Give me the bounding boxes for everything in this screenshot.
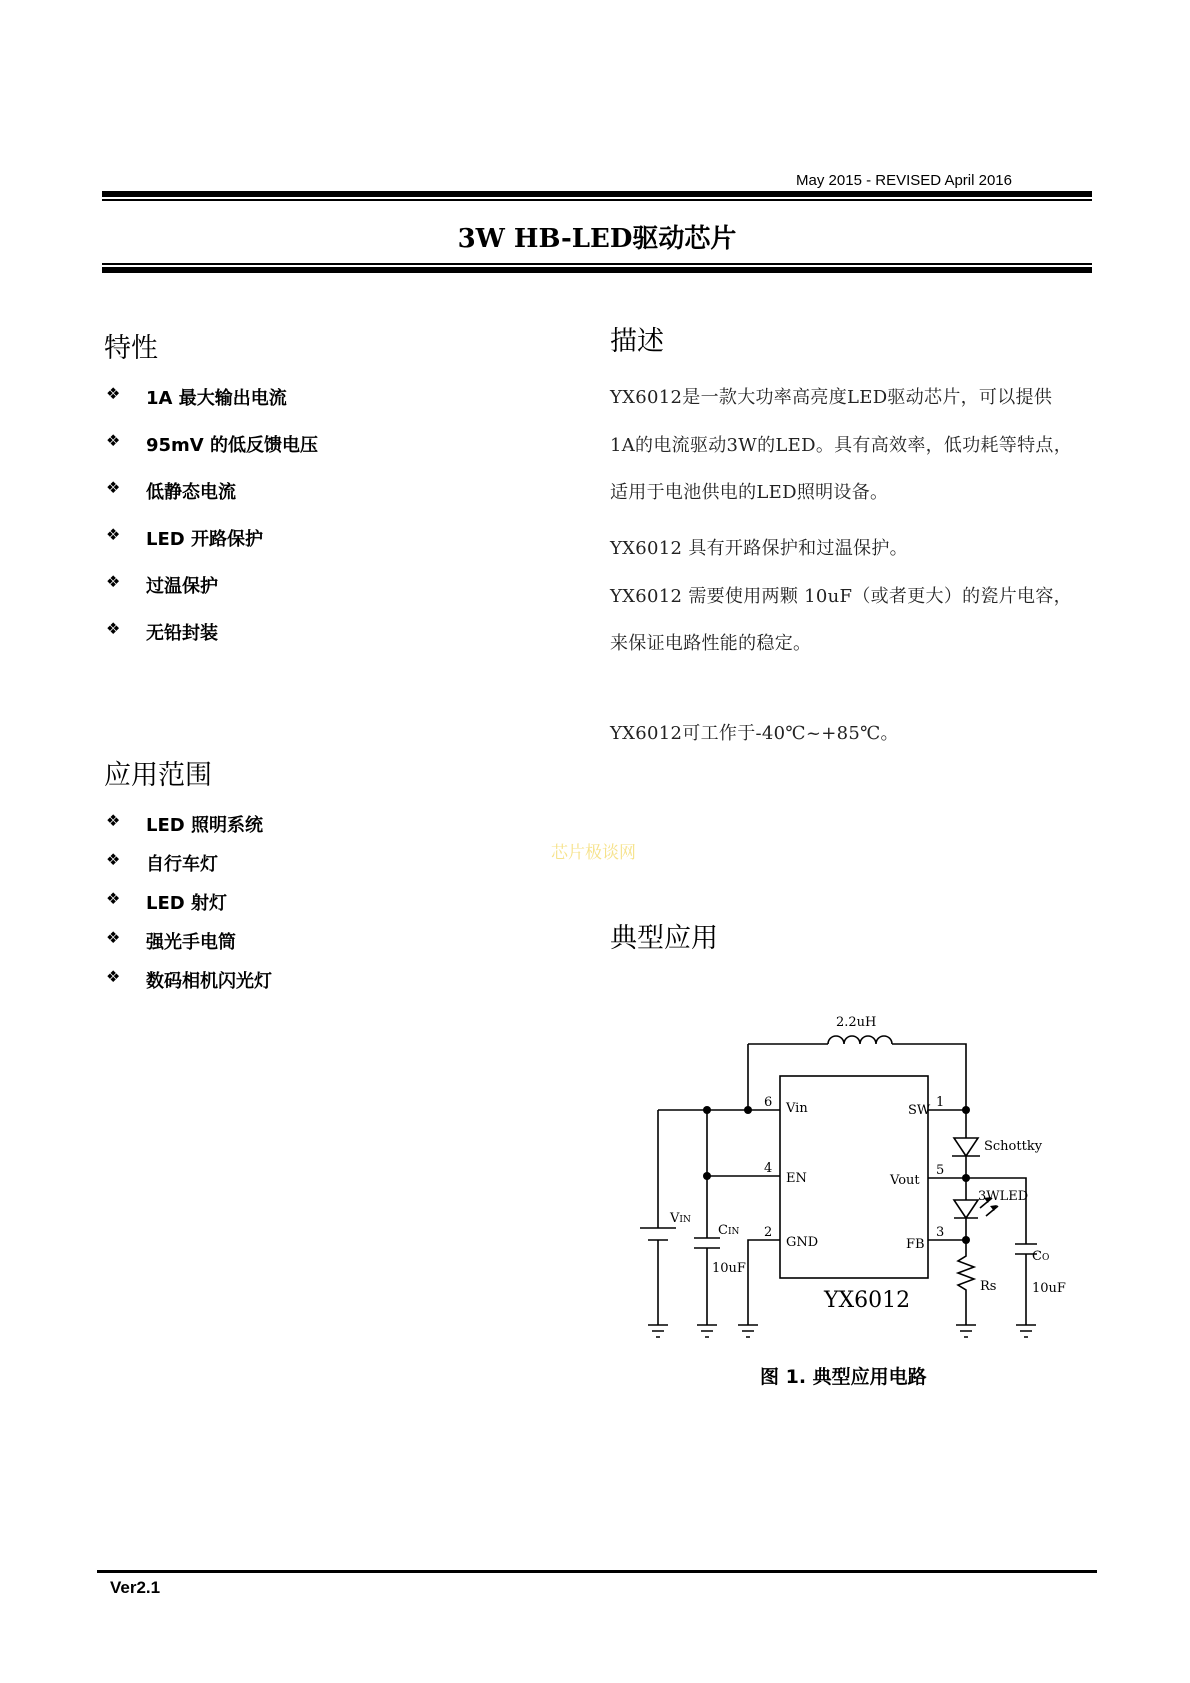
- pin-number: 2: [764, 1225, 773, 1240]
- document-title: 3W HB-LED驱动芯片: [457, 224, 737, 254]
- led-label: 3WLED: [978, 1189, 1029, 1204]
- cin-label: CIN: [718, 1223, 740, 1238]
- list-item: ❖ 过温保护: [106, 572, 218, 597]
- version-label: Ver2.1: [110, 1578, 161, 1597]
- chip-name: YX6012: [824, 1288, 911, 1313]
- pin-label: SW: [908, 1103, 931, 1118]
- diamond-bullet-icon: ❖: [106, 431, 121, 450]
- cin-value: 10uF: [712, 1261, 746, 1276]
- pin-number: 1: [936, 1095, 945, 1110]
- footer-rule: [97, 1570, 1097, 1573]
- ground-chip: [738, 1325, 758, 1337]
- led-symbol: [954, 1200, 978, 1218]
- diamond-bullet-icon: ❖: [106, 572, 121, 591]
- header-rule-bottom: [102, 267, 1092, 273]
- inductor-label: 2.2uH: [836, 1015, 877, 1030]
- pin-label: Vout: [890, 1173, 920, 1188]
- list-item: ❖ 数码相机闪光灯: [106, 967, 272, 992]
- schottky-diode: [952, 1138, 980, 1156]
- diamond-bullet-icon: ❖: [106, 811, 121, 830]
- header-rule-bottom-thin: [102, 263, 1092, 265]
- wire-inductor-right: [892, 1044, 966, 1110]
- applications-list: [104, 811, 554, 1006]
- list-item: ❖ LED 照明系统: [106, 811, 263, 836]
- inductor-coil: [828, 1036, 892, 1044]
- list-item: ❖ 强光手电筒: [106, 928, 236, 953]
- pin-number: 5: [936, 1163, 945, 1178]
- rs-label: Rs: [980, 1279, 997, 1294]
- wire-fb: [928, 1218, 966, 1240]
- header-rule-top: [102, 191, 1092, 197]
- header-rule-top-thin: [102, 199, 1092, 201]
- description-line: YX6012 需要使用两颗 10uF（或者更大）的瓷片电容，: [610, 586, 1072, 607]
- description-line: 适用于电池供电的LED照明设备。: [610, 482, 889, 503]
- description-line: 来保证电路性能的稳定。: [610, 633, 812, 654]
- ground-co: [1016, 1325, 1036, 1337]
- junction-dots: [703, 1106, 970, 1244]
- ground-cin: [697, 1325, 717, 1337]
- list-item: ❖ LED 射灯: [106, 889, 227, 914]
- diamond-bullet-icon: ❖: [106, 889, 121, 908]
- list-item: ❖ 无铅封装: [106, 619, 218, 644]
- typical-application-circuit: [600, 1000, 1080, 1355]
- list-item: ❖ 低静态电流: [106, 478, 236, 503]
- list-item: ❖ 1A 最大输出电流: [106, 384, 287, 409]
- diamond-bullet-icon: ❖: [106, 525, 121, 544]
- wire-gnd: [748, 1240, 780, 1325]
- list-item: ❖ 自行车灯: [106, 850, 218, 875]
- pin-label: EN: [786, 1171, 807, 1186]
- description-line: YX6012可工作于-40℃~+85℃。: [610, 723, 899, 744]
- cin-plates: [694, 1238, 720, 1248]
- co-value: 10uF: [1032, 1281, 1066, 1296]
- watermark: 芯片极谈网: [551, 843, 636, 863]
- description-heading: 描述: [610, 326, 664, 357]
- ground-rs: [956, 1325, 976, 1337]
- pin-label: Vin: [786, 1101, 808, 1116]
- applications-heading: 应用范围: [104, 760, 212, 791]
- pin-label: FB: [906, 1237, 925, 1252]
- pin-number: 4: [764, 1161, 773, 1176]
- typical-app-heading: 典型应用: [610, 923, 718, 954]
- diamond-bullet-icon: ❖: [106, 478, 121, 497]
- diamond-bullet-icon: ❖: [106, 967, 121, 986]
- schottky-label: Schottky: [984, 1139, 1043, 1154]
- resistor-rs: [958, 1240, 974, 1325]
- vin-source-label: VIN: [670, 1211, 691, 1226]
- revision-date: May 2015 - REVISED April 2016: [796, 172, 1012, 189]
- features-heading: 特性: [104, 333, 158, 364]
- diamond-bullet-icon: ❖: [106, 928, 121, 947]
- list-item: ❖ LED 开路保护: [106, 525, 263, 550]
- diamond-bullet-icon: ❖: [106, 384, 121, 403]
- description-line: YX6012是一款大功率高亮度LED驱动芯片，可以提供: [610, 387, 1053, 408]
- list-item: ❖ 95mV 的低反馈电压: [106, 431, 319, 456]
- pin-number: 3: [936, 1225, 945, 1240]
- figure-caption: 图 1. 典型应用电路: [760, 1366, 927, 1388]
- diamond-bullet-icon: ❖: [106, 619, 121, 638]
- diamond-bullet-icon: ❖: [106, 850, 121, 869]
- co-label: CO: [1032, 1249, 1050, 1264]
- pin-label: GND: [786, 1235, 819, 1250]
- description-line: 1A的电流驱动3W的LED。具有高效率，低功耗等特点，: [610, 435, 1073, 456]
- description-line: YX6012 具有开路保护和过温保护。: [610, 538, 908, 559]
- features-list: [104, 384, 554, 666]
- ground-vin: [648, 1325, 668, 1337]
- pin-number: 6: [764, 1095, 773, 1110]
